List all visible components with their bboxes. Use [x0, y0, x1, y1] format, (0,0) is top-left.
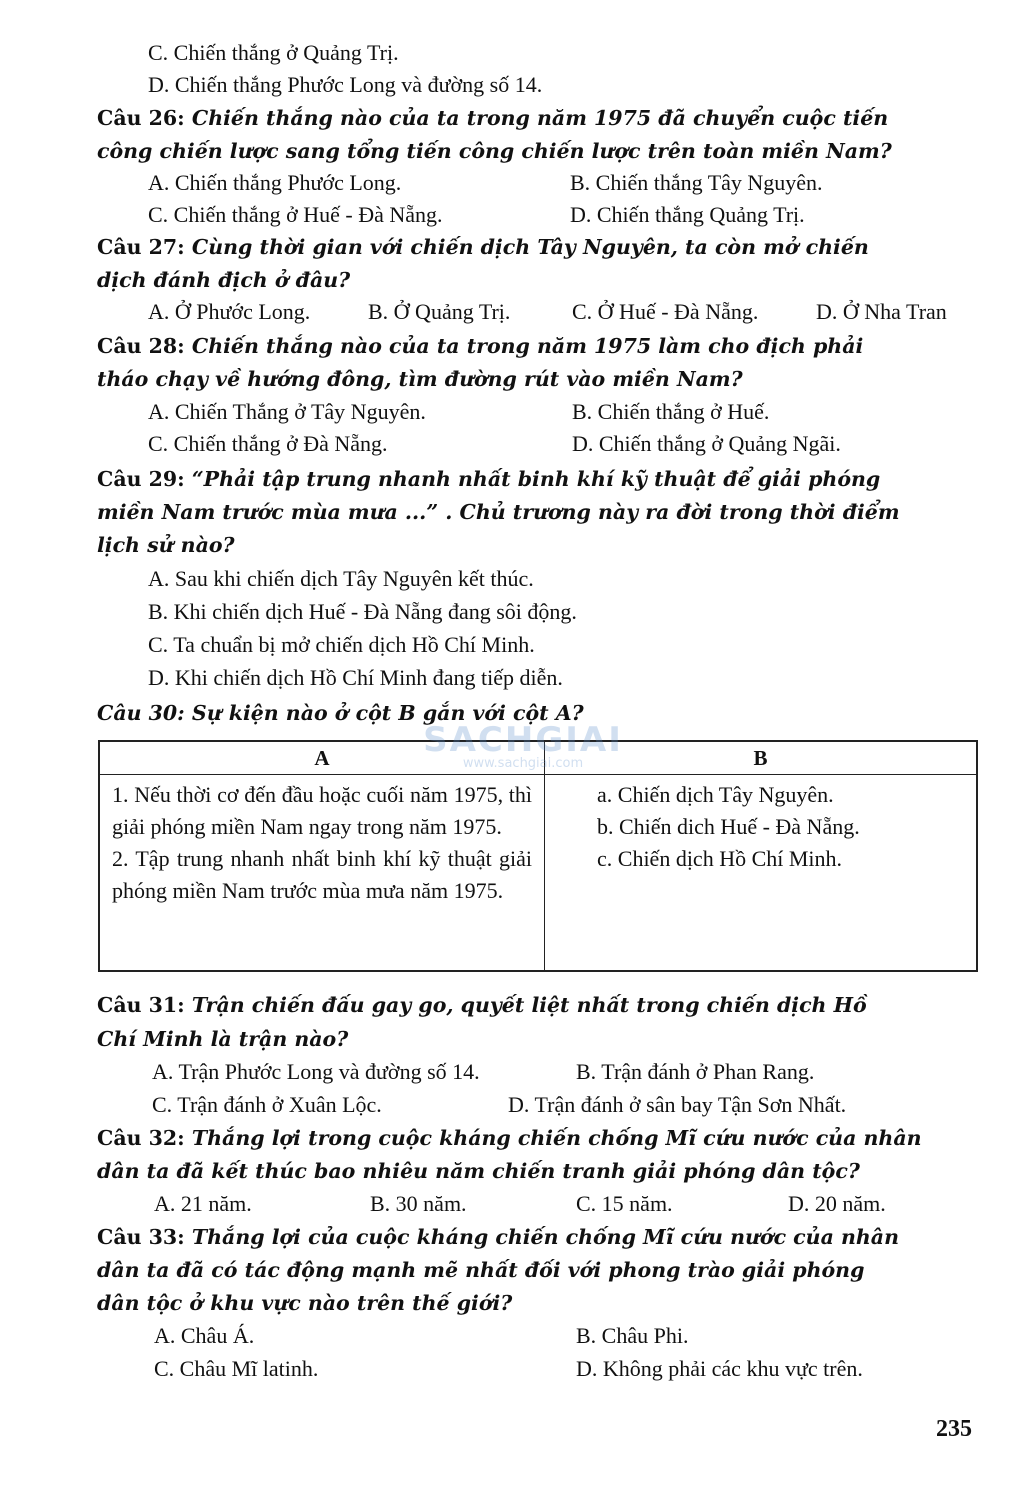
question-text: Cùng thời gian với chiến dịch Tây Nguyên, ta còn mở chiến: [191, 235, 869, 259]
column-b-item: b. Chiến dich Huế - Đà Nẵng.: [597, 814, 860, 839]
option-c: C. Ở Huế - Đà Nẵng.: [572, 299, 759, 324]
question-32: [97, 1123, 922, 1153]
option-b: B. Chiến thắng Tây Nguyên.: [570, 170, 823, 195]
question-26-cont: [97, 136, 892, 166]
option-a: A. Chiến Thắng ở Tây Nguyên.: [148, 399, 426, 424]
question-31-cont: [97, 1024, 348, 1054]
option-c: C. Chiến thắng ở Đà Nẵng.: [148, 431, 388, 456]
option-c: C. Ta chuẩn bị mở chiến dịch Hồ Chí Minh.: [148, 632, 535, 657]
question-label: Câu 26:: [97, 106, 185, 130]
question-text: dân ta đã kết thúc bao nhiêu năm chiến tranh giải phóng dân tộc?: [97, 1159, 860, 1183]
column-a-header: A: [99, 741, 545, 775]
question-label: Câu 29:: [97, 467, 185, 491]
question-27-cont: [97, 265, 350, 295]
option-a: A. Ở Phước Long.: [148, 299, 311, 324]
question-text: Chiến thắng nào của ta trong năm 1975 đã chuyển cuộc tiến: [191, 106, 889, 130]
option-b: B. Trận đánh ở Phan Rang.: [576, 1059, 815, 1084]
column-a-item: 2. Tập trung nhanh nhất binh khí kỹ thuật giải phóng miền Nam trước mùa mưa năm 1975.: [112, 846, 532, 903]
option-a: A. Trận Phước Long và đường số 14.: [152, 1059, 480, 1084]
question-text: tháo chạy về hướng đông, tìm đường rút vào miền Nam?: [97, 367, 743, 391]
question-29: [97, 464, 880, 494]
question-text: “Phải tập trung nhanh nhất binh khí kỹ thuật để giải phóng: [191, 467, 881, 491]
option-d: D. Khi chiến dịch Hồ Chí Minh đang tiếp diễn.: [148, 665, 563, 690]
option-a: A. 21 năm.: [154, 1191, 252, 1216]
question-33: [97, 1222, 899, 1252]
option-b: B. Chiến thắng ở Huế.: [572, 399, 770, 424]
question-text: dân tộc ở khu vực nào trên thế giới?: [97, 1291, 513, 1315]
column-b-item: c. Chiến dịch Hồ Chí Minh.: [597, 846, 843, 871]
page-number: 235: [936, 1416, 972, 1442]
column-a-cell: [99, 775, 545, 972]
option-d: D. Ở Nha Tran: [816, 299, 947, 324]
option-c: C. 15 năm.: [576, 1191, 673, 1216]
watermark-brand: SACHGIAI: [423, 720, 623, 760]
matching-table: [98, 740, 978, 972]
column-b-cell: [545, 775, 978, 972]
watermark-url: www.sachgiai.com: [462, 756, 584, 771]
question-28: [97, 331, 863, 361]
option-c: C. Chiến thắng ở Quảng Trị.: [148, 40, 399, 65]
question-label: Câu 31:: [97, 993, 185, 1017]
option-d: D. 20 năm.: [788, 1191, 886, 1216]
question-30: [97, 698, 584, 728]
question-text: dịch đánh địch ở đâu?: [97, 268, 351, 292]
option-b: B. Khi chiến dịch Huế - Đà Nẵng đang sôi động.: [148, 599, 577, 624]
question-27: [97, 232, 869, 262]
question-text: Sự kiện nào ở cột B gắn với cột A?: [191, 701, 584, 725]
question-text: Trận chiến đấu gay go, quyết liệt nhất trong chiến dịch Hồ: [191, 993, 867, 1017]
question-33-cont: [97, 1255, 864, 1285]
question-29-cont: [97, 530, 235, 560]
option-d: D. Chiến thắng ở Quảng Ngãi.: [572, 431, 841, 456]
question-text: Thắng lợi trong cuộc kháng chiến chống Mĩ cứu nước của nhân: [191, 1126, 922, 1150]
question-label: Câu 27:: [97, 235, 185, 259]
question-text: lịch sử nào?: [97, 533, 235, 557]
option-d: D. Trận đánh ở sân bay Tận Sơn Nhất.: [508, 1092, 847, 1117]
question-label: Câu 30:: [97, 701, 185, 725]
question-text: Chí Minh là trận nào?: [97, 1027, 349, 1051]
question-text: Thắng lợi của cuộc kháng chiến chống Mĩ cứu nước của nhân: [191, 1225, 899, 1249]
option-c: C. Châu Mĩ latinh.: [154, 1356, 319, 1381]
option-b: B. Châu Phi.: [576, 1323, 689, 1348]
question-26: [97, 103, 888, 133]
question-text: Chiến thắng nào của ta trong năm 1975 làm cho địch phải: [191, 334, 864, 358]
column-b-header: B: [545, 741, 978, 775]
question-32-cont: [97, 1156, 860, 1186]
question-label: Câu 28:: [97, 334, 185, 358]
option-b: B. 30 năm.: [370, 1191, 467, 1216]
question-31: [97, 990, 867, 1020]
question-label: Câu 32:: [97, 1126, 185, 1150]
question-text: công chiến lược sang tổng tiến công chiến lược trên toàn miền Nam?: [97, 139, 892, 163]
option-c: C. Chiến thắng ở Huế - Đà Nẵng.: [148, 202, 443, 227]
option-a: A. Châu Á.: [154, 1323, 255, 1348]
option-a: A. Sau khi chiến dịch Tây Nguyên kết thúc.: [148, 566, 534, 591]
column-a-item: 1. Nếu thời cơ đến đầu hoặc cuối năm 1975, thì giải phóng miền Nam ngay trong năm 1975.: [112, 782, 532, 839]
question-label: Câu 33:: [97, 1225, 185, 1249]
option-a: A. Chiến thắng Phước Long.: [148, 170, 402, 195]
question-text: miền Nam trước mùa mưa ...” . Chủ trương này ra đời trong thời điểm: [97, 500, 900, 524]
column-b-item: a. Chiến dịch Tây Nguyên.: [597, 782, 834, 807]
question-29-cont: [97, 497, 900, 527]
option-b: B. Ở Quảng Trị.: [368, 299, 511, 324]
option-d: D. Chiến thắng Phước Long và đường số 14.: [148, 72, 543, 97]
question-28-cont: [97, 364, 743, 394]
option-d: D. Không phải các khu vực trên.: [576, 1356, 863, 1381]
option-c: C. Trận đánh ở Xuân Lộc.: [152, 1092, 382, 1117]
question-text: dân ta đã có tác động mạnh mẽ nhất đối với phong trào giải phóng: [97, 1258, 865, 1282]
question-33-cont: [97, 1288, 512, 1318]
option-d: D. Chiến thắng Quảng Trị.: [570, 202, 805, 227]
